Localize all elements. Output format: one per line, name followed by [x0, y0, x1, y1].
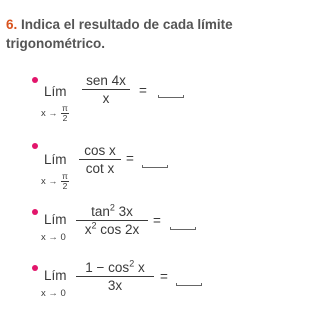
- limit-value-numerator: π: [62, 103, 68, 113]
- fraction-numerator: [76, 203, 148, 220]
- arrow-icon: →: [48, 108, 58, 119]
- numerator-argument: x: [134, 260, 145, 275]
- lim-label: Lím: [44, 84, 67, 99]
- limit-variable: x: [41, 176, 46, 188]
- exercise-heading: [6, 15, 282, 53]
- equals-sign: =: [160, 269, 168, 284]
- limit-value-denominator: 2: [62, 113, 68, 123]
- limit-value-denominator: 2: [62, 181, 68, 191]
- numerator-argument: 3x: [114, 204, 133, 219]
- limit-subscript: x → 0: [41, 232, 66, 243]
- fraction-denominator: x: [102, 91, 110, 106]
- arrow-icon: →: [48, 176, 58, 187]
- limit-subscript: x → 0: [41, 288, 66, 299]
- numerator-exponent: 2: [109, 202, 115, 213]
- equals-sign: =: [126, 151, 134, 166]
- numerator-exponent: 2: [129, 258, 135, 269]
- answer-blank[interactable]: [170, 227, 196, 230]
- fraction-numerator: cos x: [84, 143, 116, 158]
- fraction-denominator: 3x: [107, 278, 123, 293]
- limit-item-2: [0, 140, 288, 200]
- limit-fraction: [79, 142, 121, 177]
- denominator-term: cos 2x: [96, 222, 140, 237]
- limit-value-fraction: [61, 172, 69, 191]
- answer-blank[interactable]: [142, 165, 168, 168]
- limit-fraction: [76, 203, 148, 238]
- lim-label: Lím: [44, 212, 67, 227]
- limit-value-fraction: [61, 104, 69, 123]
- limit-item-4: [0, 258, 288, 318]
- lim-label: Lím: [44, 268, 67, 283]
- limit-fraction: [76, 259, 154, 294]
- exercise-number: 6.: [6, 17, 18, 32]
- bullet-icon: [32, 143, 38, 149]
- bullet-icon: [32, 265, 38, 271]
- numerator-function: tan: [91, 204, 110, 219]
- fraction-numerator: [76, 259, 154, 276]
- limit-fraction: [82, 72, 130, 107]
- fraction-denominator: [76, 221, 148, 238]
- limit-subscript: [41, 172, 69, 191]
- numerator-function: 1 − cos: [85, 260, 130, 275]
- limit-value-numerator: π: [62, 171, 68, 181]
- limit-item-3: [0, 202, 288, 262]
- denominator-exponent: 2: [91, 220, 97, 231]
- lim-label: Lím: [44, 152, 67, 167]
- equals-sign: =: [139, 83, 147, 98]
- limit-item-1: [0, 70, 288, 130]
- fraction-denominator: cot x: [85, 161, 115, 176]
- fraction-numerator: sen 4x: [86, 73, 126, 88]
- bullet-icon: [32, 209, 38, 215]
- exercise-instruction: Indica el resultado de cada límite trigonométrico.: [6, 17, 233, 51]
- answer-blank[interactable]: [176, 283, 202, 286]
- answer-blank[interactable]: [158, 95, 184, 98]
- bullet-icon: [32, 77, 38, 83]
- denominator-base: x: [84, 222, 92, 237]
- limit-variable: x: [41, 108, 46, 120]
- limit-subscript: [41, 104, 69, 123]
- equals-sign: =: [153, 213, 161, 228]
